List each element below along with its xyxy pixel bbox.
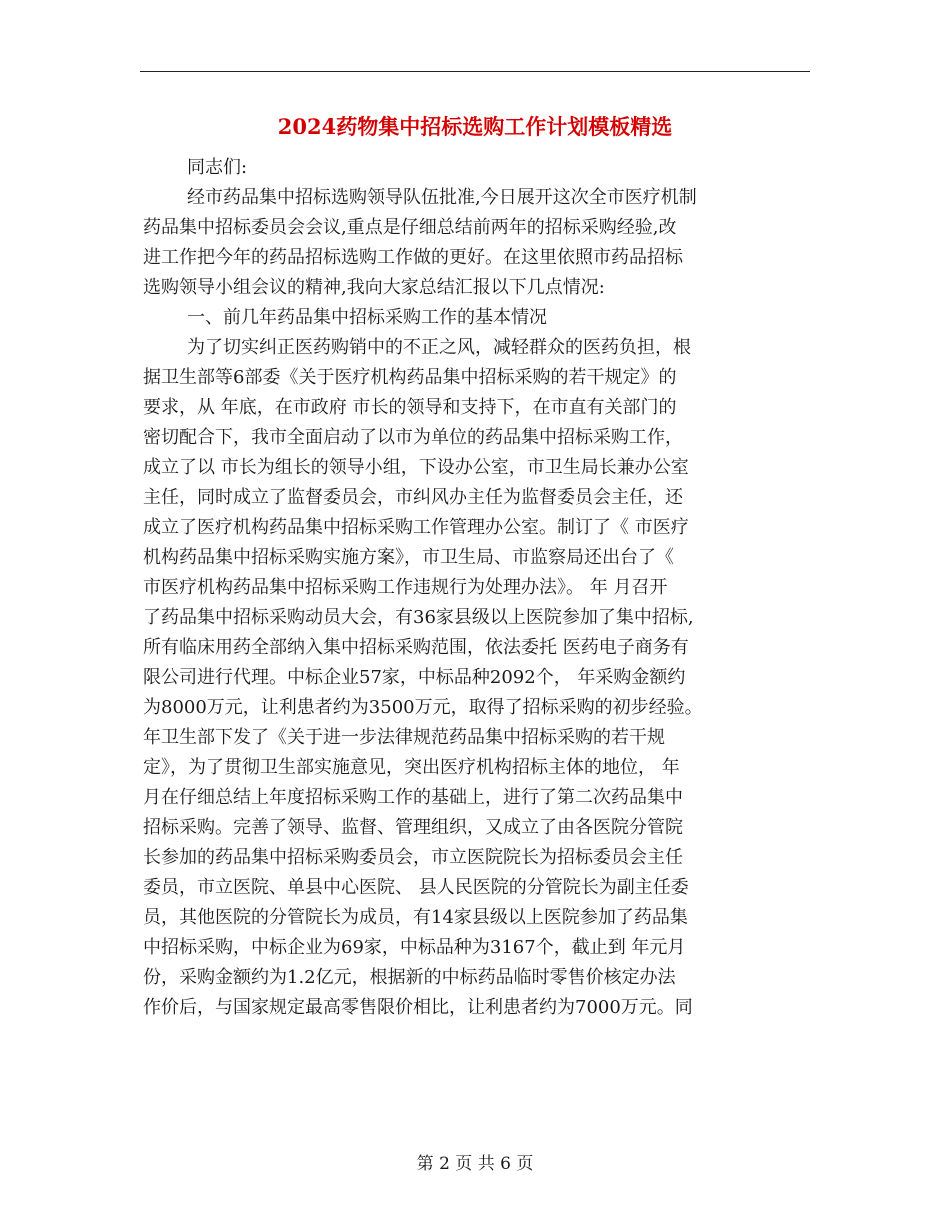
header-rule xyxy=(140,71,810,72)
body-line: 市医疗机构药品集中招标采购工作违规行为处理办法》。 年 月召开 xyxy=(143,577,668,598)
body-line: 作价后，与国家规定最高零售限价相比，让利患者约为7000万元。同 xyxy=(143,997,693,1018)
body-line: 主任，同时成立了监督委员会，市纠风办主任为监督委员会主任，还 xyxy=(143,487,683,508)
body-line: 中招标采购，中标企业为69家，中标品种为3167个，截止到 年元月 xyxy=(143,937,686,958)
body-line: 年卫生部下发了《关于进一步法律规范药品集中招标采购的若干规 xyxy=(143,727,665,748)
body-line: 成立了医疗机构药品集中招标采购工作管理办公室。制订了《 市医疗 xyxy=(143,517,689,538)
page-number-footer: 第 2 页 共 6 页 xyxy=(416,1154,534,1174)
body-line: 员，其他医院的分管院长为成员，有14家县级以上医院参加了药品集 xyxy=(143,907,688,928)
body-line: 限公司进行代理。中标企业57家，中标品种2092个， 年采购金额约 xyxy=(143,667,686,688)
body-line: 为8000万元，让利患者约为3500万元，取得了招标采购的初步经验。 xyxy=(143,697,703,718)
body-line: 经市药品集中招标选购领导队伍批准,今日展开这次全市医疗机制 xyxy=(187,187,697,208)
body-line: 药品集中招标委员会会议,重点是仔细总结前两年的招标采购经验,改 xyxy=(143,217,677,238)
body-line: 为了切实纠正医药购销中的不正之风，减轻群众的医药负担，根 xyxy=(187,337,691,358)
body-line: 进工作把今年的药品招标选购工作做的更好。在这里依照市药品招标 xyxy=(143,247,683,268)
body-line: 月在仔细总结上年度招标采购工作的基础上，进行了第二次药品集中 xyxy=(143,787,683,808)
body-line: 了药品集中招标采购动员大会，有36家县级以上医院参加了集中招标, xyxy=(143,607,694,628)
body-line: 一、前几年药品集中招标采购工作的基本情况 xyxy=(187,307,547,328)
body-line: 招标采购。完善了领导、监督、管理组织，又成立了由各医院分管院 xyxy=(143,817,683,838)
body-line: 委员，市立医院、单县中心医院、 县人民医院的分管院长为副主任委 xyxy=(143,877,689,898)
body-line: 机构药品集中招标采购实施方案》，市卫生局、市监察局还出台了《 xyxy=(143,547,674,568)
body-line: 选购领导小组会议的精神,我向大家总结汇报以下几点情况: xyxy=(143,277,605,298)
body-line: 长参加的药品集中招标采购委员会，市立医院院长为招标委员会主任 xyxy=(143,847,683,868)
body-line: 所有临床用药全部纳入集中招标采购范围，依法委托 医药电子商务有 xyxy=(143,637,689,658)
body-line: 密切配合下，我市全面启动了以市为单位的药品集中招标采购工作， xyxy=(143,427,683,448)
body-line: 定》，为了贯彻卫生部实施意见，突出医疗机构招标主体的地位， 年 xyxy=(143,757,680,778)
body-line: 据卫生部等6部委《关于医疗机构药品集中招标采购的若干规定》的 xyxy=(143,367,677,388)
body-line: 同志们: xyxy=(187,157,248,178)
document-body xyxy=(143,153,813,1023)
body-line: 要求，从 年底，在市政府 市长的领导和支持下，在市直有关部门的 xyxy=(143,397,677,418)
body-line: 成立了以 市长为组长的领导小组，下设办公室，市卫生局长兼办公室 xyxy=(143,457,689,478)
body-line: 份，采购金额约为1.2亿元，根据新的中标药品临时零售价核定办法 xyxy=(143,967,676,988)
document-title: 2024药物集中招标选购工作计划模板精选 xyxy=(277,114,673,139)
